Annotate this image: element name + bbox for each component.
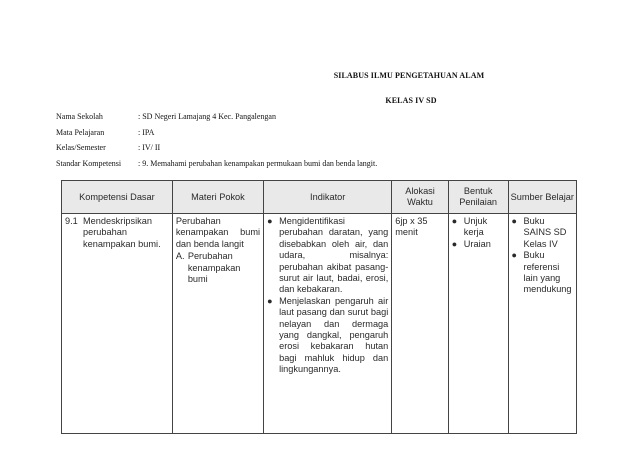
sumber-text: Buku referensi lain yang mendukung: [523, 250, 572, 295]
info-value: : IV/ II: [138, 143, 161, 152]
materi-sub-letter: A.: [175, 251, 185, 262]
list-item: [512, 216, 573, 250]
table-header-row: [62, 181, 577, 214]
bullet-icon: ●: [511, 250, 517, 261]
penilaian-text: Uraian: [463, 238, 491, 249]
kd-number: 9.1: [65, 216, 78, 226]
list-item: [267, 296, 388, 376]
cell-sumber-belajar: [508, 214, 576, 434]
header-sumber-belajar: Sumber Belajar: [508, 181, 576, 214]
alokasi-text: 6jp x 35 menit: [395, 216, 428, 238]
bullet-icon: ●: [267, 216, 273, 226]
bullet-icon: ●: [451, 216, 458, 226]
kd-text: Mendeskripsikan perubahan kenampakan bumi.: [83, 216, 161, 249]
cell-bentuk-penilaian: [448, 214, 508, 434]
sumber-text: Buku SAINS SD Kelas IV: [523, 216, 567, 249]
info-label: Nama Sekolah: [56, 112, 103, 121]
list-item: [267, 216, 388, 296]
list-item: [512, 250, 573, 296]
header-alokasi-waktu: Alokasi Waktu: [392, 181, 448, 214]
bullet-icon: ●: [451, 238, 458, 249]
indikator-text: Menjelaskan pengaruh air laut pasang dan surut bagi nelayan dan dermaga yang dangkal, pengaruh erosi kebakaran hutan bagi mahluk hidup dan lingkungannya.: [279, 295, 389, 375]
info-label: Mata Pelajaran: [56, 128, 105, 137]
bullet-icon: ●: [511, 216, 517, 226]
materi-main: Perubahan kenampakan bumi dan benda langit: [175, 216, 261, 249]
info-value: : 9. Memahami perubahan kenampakan permukaan bumi dan benda langit.: [138, 159, 378, 168]
syllabus-table: [61, 180, 577, 434]
header-bentuk-penilaian: Bentuk Penilaian: [448, 181, 508, 214]
cell-materi-pokok: [172, 214, 263, 434]
cell-alokasi-waktu: [392, 214, 448, 434]
header-kompetensi-dasar: Kompetensi Dasar: [62, 181, 173, 214]
header-materi-pokok: Materi Pokok: [172, 181, 263, 214]
document-title: SILABUS ILMU PENGETAHUAN ALAM: [333, 71, 485, 80]
info-label: Standar Kompetensi: [56, 159, 122, 168]
info-label: Kelas/Semester: [56, 143, 106, 152]
materi-sub-text: Perubahan kenampakan bumi: [187, 251, 241, 285]
list-item: [452, 239, 505, 250]
info-value: : IPA: [138, 128, 155, 137]
penilaian-text: Unjuk kerja: [463, 216, 488, 238]
header-indikator: Indikator: [264, 181, 392, 214]
bullet-icon: ●: [267, 295, 273, 306]
info-value: : SD Negeri Lamajang 4 Kec. Pangalengan: [138, 112, 276, 121]
table-row: [62, 214, 577, 434]
cell-indikator: [264, 214, 392, 434]
cell-kompetensi-dasar: [62, 214, 173, 434]
document-subtitle: KELAS IV SD: [385, 96, 437, 105]
list-item: [452, 216, 505, 239]
indikator-text: Mengidentifikasi perubahan daratan, yang disebabkan oleh air, dan udara, misalnya: perubahan akibat pasang-surut air laut, badai, erosi, dan kebakaran.: [279, 216, 389, 295]
